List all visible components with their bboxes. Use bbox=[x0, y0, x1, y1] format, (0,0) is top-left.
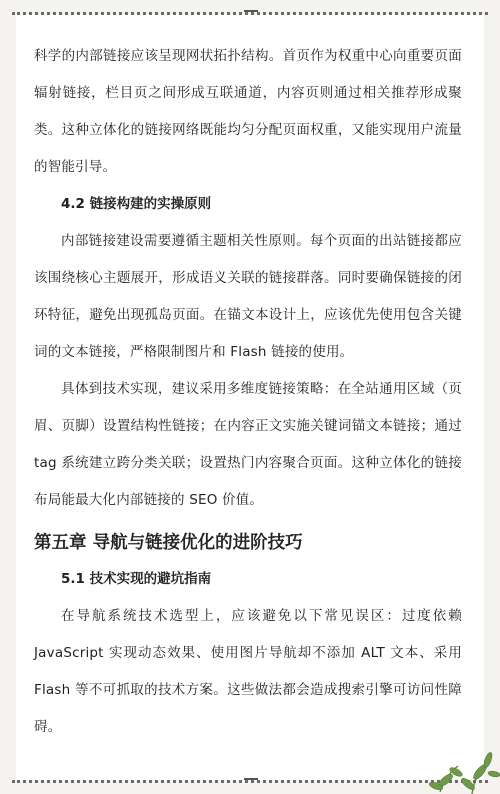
paragraph-navigation-pitfalls: 在导航系统技术选型上，应该避免以下常见误区：过度依赖 JavaScript 实现动态效果、使用图片导航却不添加 ALT 文本、采用 Flash 等不可抓取的技术方案。这些做法都会造成搜索引擎可访问性障碍。 bbox=[34, 608, 462, 735]
document-content bbox=[34, 38, 462, 746]
paragraph-link-principles: 内部链接建设需要遵循主题相关性原则。每个页面的出站链接都应该围绕核心主题展开，形成语义关联的链接群落。同时要确保链接的闭环特征，避免出现孤岛页面。在锚文本设计上，应该优先使用包含关键词的文本链接，严格限制图片和 Flash 链接的使用。 bbox=[34, 233, 462, 360]
paragraph-link-strategy: 具体到技术实现，建议采用多维度链接策略：在全站通用区域（页眉、页脚）设置结构性链接；在内容正文实施关键词锚文本链接；通过 tag 系统建立跨分类关联；设置热门内容聚合页面。这种立体化的链接布局能最大化内部链接的 SEO 价值。 bbox=[34, 381, 462, 508]
section-heading-5-1: 5.1 技术实现的避坑指南 bbox=[61, 571, 212, 587]
paragraph-link-topology: 科学的内部链接应该呈现网状拓扑结构。首页作为权重中心向重要页面辐射链接，栏目页之间形成互联通道，内容页则通过相关推荐形成聚类。这种立体化的链接网络既能均匀分配页面权重，又能实现用户流量的智能引导。 bbox=[34, 48, 462, 175]
section-heading-4-2: 4.2 链接构建的实操原则 bbox=[61, 196, 212, 212]
chapter-heading-5: 第五章 导航与链接优化的进阶技巧 bbox=[34, 533, 303, 553]
bottom-center-dash bbox=[244, 778, 258, 780]
plant-leaves-icon bbox=[410, 714, 500, 794]
top-center-dash bbox=[244, 10, 258, 12]
top-dotted-border bbox=[12, 12, 488, 15]
